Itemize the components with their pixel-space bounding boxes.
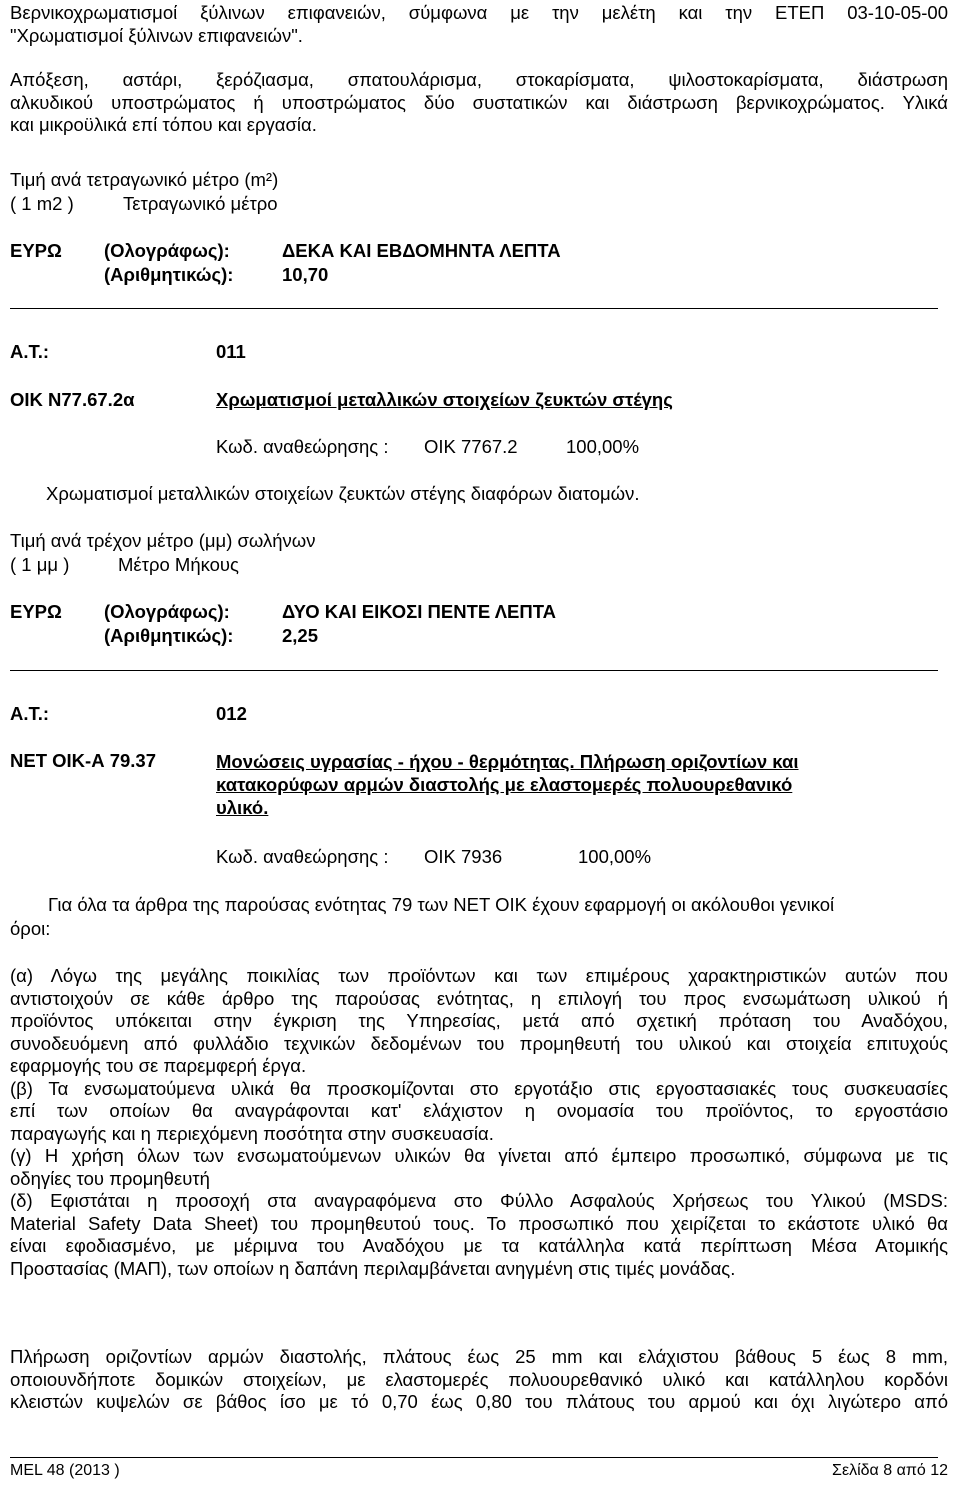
footer-page-number: Σελίδα 8 από 12: [832, 1462, 948, 1479]
revision-label: Κωδ. αναθεώρησης :: [216, 436, 389, 457]
article-number-label: Α.Τ.:: [10, 703, 50, 724]
description-line: αλκυδικού υποστρώματος ή υποστρώματος δύο συστατικών και διάστρωση βερνικοχρώματος. Υλικά: [10, 91, 948, 113]
price-numeric: 10,70: [282, 264, 329, 285]
divider: [10, 670, 938, 671]
fill-description: [10, 1346, 948, 1414]
article-number: 012: [216, 703, 247, 724]
term-paragraph: [10, 965, 948, 1078]
term-line: (α) Λόγω της μεγάλης ποικιλίας των προϊόντων και των επιμέρους χαρακτηριστικών αυτών που: [10, 965, 948, 986]
revision-label: Κωδ. αναθεώρησης :: [216, 846, 389, 867]
term-line: (β) Τα ενσωματούμενα υλικά θα προσκομίζονται στο εργοτάξιο στις εργοστασιακές τους συσκευασίες: [10, 1077, 948, 1099]
intro-line: "Χρωματισμοί ξύλινων επιφανειών".: [10, 24, 303, 46]
general-intro-continuation: όροι:: [10, 918, 51, 939]
price-numeric: 2,25: [282, 625, 319, 646]
intro-heading: [10, 2, 948, 47]
term-line: συνοδευόμενη από φυλλάδιο τεχνικών δεδομένων του προμηθευτή του υλικού και στοιχεία επιτυχούς: [10, 1032, 948, 1054]
article-number: 011: [216, 341, 246, 362]
term-paragraph: [10, 1078, 948, 1146]
fill-line: κλειστών κυψελών σε βάθος ίσο με τό 0,70 έως 0,80 του πλάτους του αρμού και όχι λιγώτερο από: [10, 1391, 948, 1412]
price-unit: Τιμή ανά τρέχον μέτρο (μμ) σωλήνων: [10, 530, 316, 551]
price-in-words: ΔΥΟ ΚΑΙ ΕΙΚΟΣΙ ΠΕΝΤΕ ΛΕΠΤΑ: [282, 601, 557, 622]
term-paragraph: [10, 1190, 948, 1280]
price-unit: Τιμή ανά τετραγωνικό μέτρο (m²): [10, 169, 279, 190]
description-line: Απόξεση, αστάρι, ξερόζιασμα, σπατουλάρισμα, στοκαρίσματα, ψιλοστοκαρίσματα, διάστρωση: [10, 69, 948, 90]
article-number-label: Α.Τ.:: [10, 341, 50, 362]
article-title-line: Μονώσεις υγρασίας - ήχου - θερμότητας. Πλήρωση οριζοντίων και: [216, 751, 799, 772]
general-intro: Για όλα τα άρθρα της παρούσας ενότητας 79 των ΝΕΤ ΟΙΚ έχουν εφαρμογή οι ακόλουθοι γενικοί: [48, 894, 835, 915]
unit-name: Μέτρο Μήκους: [118, 554, 239, 575]
term-line: παραγωγής και η περιεχόμενη ποσότητα στην συσκευασία.: [10, 1122, 494, 1144]
price-in-words: ΔΕΚΑ ΚΑΙ ΕΒΔΟΜΗΝΤΑ ΛΕΠΤΑ: [282, 240, 561, 261]
intro-line: Βερνικοχρωματισμοί ξύλινων επιφανειών, σύμφωνα με την μελέτη και την ΕΤΕΠ 03-10-05-00: [10, 2, 948, 23]
currency-label: ΕΥΡΩ: [10, 601, 62, 622]
term-line: επί των οποίων θα αναγράφονται κατ' ελάχιστον η ονομασία του προϊόντος, το εργοστάσιο: [10, 1100, 948, 1121]
article-description: Χρωματισμοί μεταλλικών στοιχείων ζευκτών στέγης διαφόρων διατομών.: [46, 483, 640, 504]
description-line: και μικροϋλικά επί τόπου και εργασία.: [10, 114, 317, 135]
term-line: εφαρμογής του σε παρεμφερή έργα.: [10, 1055, 307, 1076]
term-line: (γ) Η χρήση όλων των ενσωματούμενων υλικών θα γίνεται από έμπειρο προσωπικό, σύμφωνα με τις: [10, 1145, 948, 1166]
article-code: ΝΕΤ ΟΙΚ-Α 79.37: [10, 750, 156, 771]
numeric-label: (Αριθμητικώς):: [104, 264, 234, 285]
revision-percent: 100,00%: [566, 436, 640, 457]
article-title-line: υλικό.: [216, 797, 269, 818]
article-title: Χρωματισμοί μεταλλικών στοιχείων ζευκτών στέγης: [216, 389, 673, 410]
numeric-label: (Αριθμητικώς):: [104, 625, 234, 646]
currency-label: ΕΥΡΩ: [10, 240, 62, 261]
general-terms: [10, 965, 948, 1280]
unit-code: ( 1 μμ ): [10, 554, 70, 575]
divider: [10, 308, 938, 309]
term-line: (δ) Εφιστάται η προσοχή στα αναγραφόμενα στο Φύλλο Ασφαλούς Χρήσεως του Υλικού (MSDS:: [10, 1190, 948, 1211]
article-title: [216, 750, 799, 819]
fill-line: οποιουνδήποτε δομικών στοιχείων, με ελαστομερές πολυουρεθανικό υλικό και κατάλληλου κορδόνι: [10, 1368, 948, 1390]
revision-code: ΟΙΚ 7767.2: [424, 436, 518, 457]
revision-percent: 100,00%: [578, 846, 652, 867]
footer-divider: [10, 1457, 938, 1458]
words-label: (Ολογράφως):: [104, 601, 230, 622]
words-label: (Ολογράφως):: [104, 240, 230, 261]
unit-name: Τετραγωνικό μέτρο: [123, 193, 278, 214]
term-paragraph: [10, 1145, 948, 1190]
article-code: ΟΙΚ Ν77.67.2α: [10, 389, 135, 410]
footer-document-id: MEL 48 (2013 ): [10, 1462, 120, 1479]
term-line: Material Safety Data Sheet) του προμηθευτού τους. Το προσωπικό που χειρίζεται το εκάστοτε υλικό θα: [10, 1212, 948, 1234]
unit-code: ( 1 m2 ): [10, 193, 74, 214]
term-line: Προστασίας (ΜΑΠ), των οποίων η δαπάνη περιλαμβάνεται ανηγμένη στις τιμές μονάδας.: [10, 1257, 736, 1279]
intro-description: [10, 69, 948, 137]
term-line: οδηγίες του προμηθευτή: [10, 1167, 210, 1189]
term-line: είναι εφοδιασμένο, με μέριμνα του Αναδόχου με τα κατάλληλα κατά περίπτωση Μέσα Ατομικής: [10, 1235, 948, 1256]
term-line: προϊόντος υπόκειται στην έγκριση της Υπηρεσίας, μετά από σχετική πρόταση του Αναδόχου,: [10, 1010, 948, 1031]
term-line: αντιστοιχούν σε κάθε άρθρο της παρούσας ενότητας, η επιλογή του προς ενσωμάτωση υλικού ή: [10, 987, 948, 1009]
article-title-line: κατακορύφων αρμών διαστολής με ελαστομερές πολυουρεθανικό: [216, 774, 793, 795]
fill-line: Πλήρωση οριζοντίων αρμών διαστολής, πλάτους έως 25 mm και ελάχιστου βάθους 5 έως 8 mm,: [10, 1346, 948, 1367]
revision-code: ΟΙΚ 7936: [424, 846, 503, 867]
